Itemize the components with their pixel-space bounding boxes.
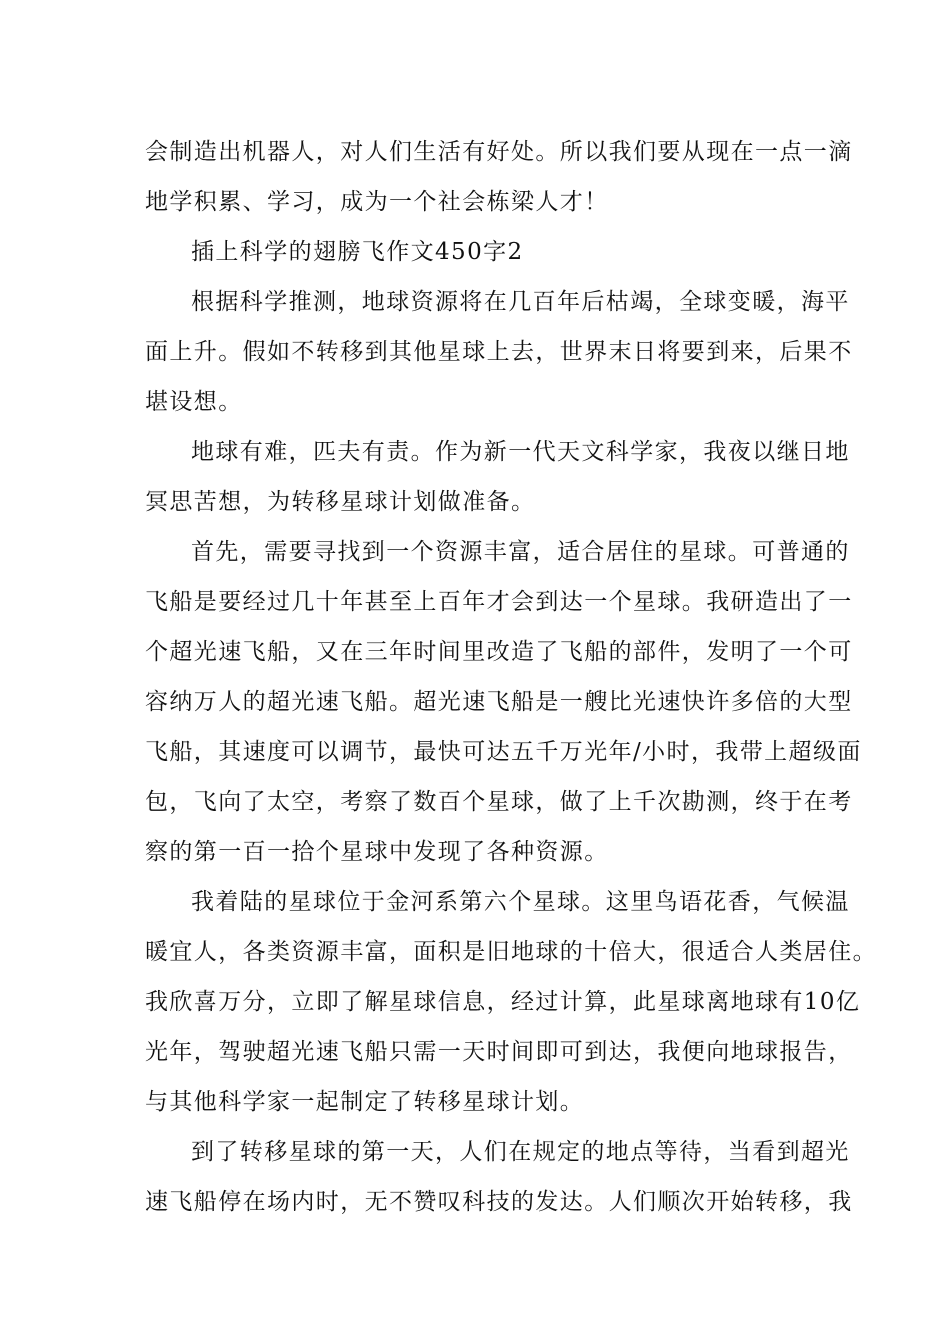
paragraph-line: 地球有难，匹夫有责。作为新一代天文科学家，我夜以继日地 [191,439,850,465]
paragraph-line: 根据科学推测，地球资源将在几百年后枯竭，全球变暖，海平 [191,289,850,315]
paragraph-line: 首先，需要寻找到一个资源丰富，适合居住的星球。可普通的 [191,539,850,565]
paragraph-line: 飞船，其速度可以调节，最快可达五千万光年/小时，我带上超级面 [145,739,862,765]
paragraph-line: 冥思苦想，为转移星球计划做准备。 [145,489,536,515]
paragraph-line: 光年，驾驶超光速飞船只需一天时间即可到达，我便向地球报告， [145,1039,853,1065]
paragraph-line: 堪设想。 [145,389,243,415]
paragraph-line: 个超光速飞船，又在三年时间里改造了飞船的部件，发明了一个可 [145,639,853,665]
paragraph-line: 我欣喜万分，立即了解星球信息，经过计算，此星球离地球有10亿 [145,989,861,1015]
paragraph-line: 与其他科学家一起制定了转移星球计划。 [145,1089,585,1115]
paragraph-line: 察的第一百一拾个星球中发现了各种资源。 [145,839,609,865]
paragraph-line: 我着陆的星球位于金河系第六个星球。这里鸟语花香，气候温 [191,889,850,915]
section-heading: 插上科学的翅膀飞作文450字2 [191,239,524,265]
paragraph-line: 到了转移星球的第一天，人们在规定的地点等待，当看到超光 [191,1139,850,1165]
paragraph-line: 容纳万人的超光速飞船。超光速飞船是一艘比光速快许多倍的大型 [145,689,853,715]
paragraph-line: 面上升。假如不转移到其他星球上去，世界末日将要到来，后果不 [145,339,853,365]
paragraph-line: 飞船是要经过几十年甚至上百年才会到达一个星球。我研造出了一 [145,589,853,615]
paragraph-line: 包，飞向了太空，考察了数百个星球，做了上千次勘测，终于在考 [145,789,853,815]
paragraph-line: 速飞船停在场内时，无不赞叹科技的发达。人们顺次开始转移，我 [145,1189,853,1215]
text-line: 会制造出机器人，对人们生活有好处。所以我们要从现在一点一滴 [145,139,853,165]
paragraph-line: 暖宜人，各类资源丰富，面积是旧地球的十倍大，很适合人类居住。 [145,939,877,965]
text-line: 地学积累、学习，成为一个社会栋梁人才！ [145,189,609,215]
